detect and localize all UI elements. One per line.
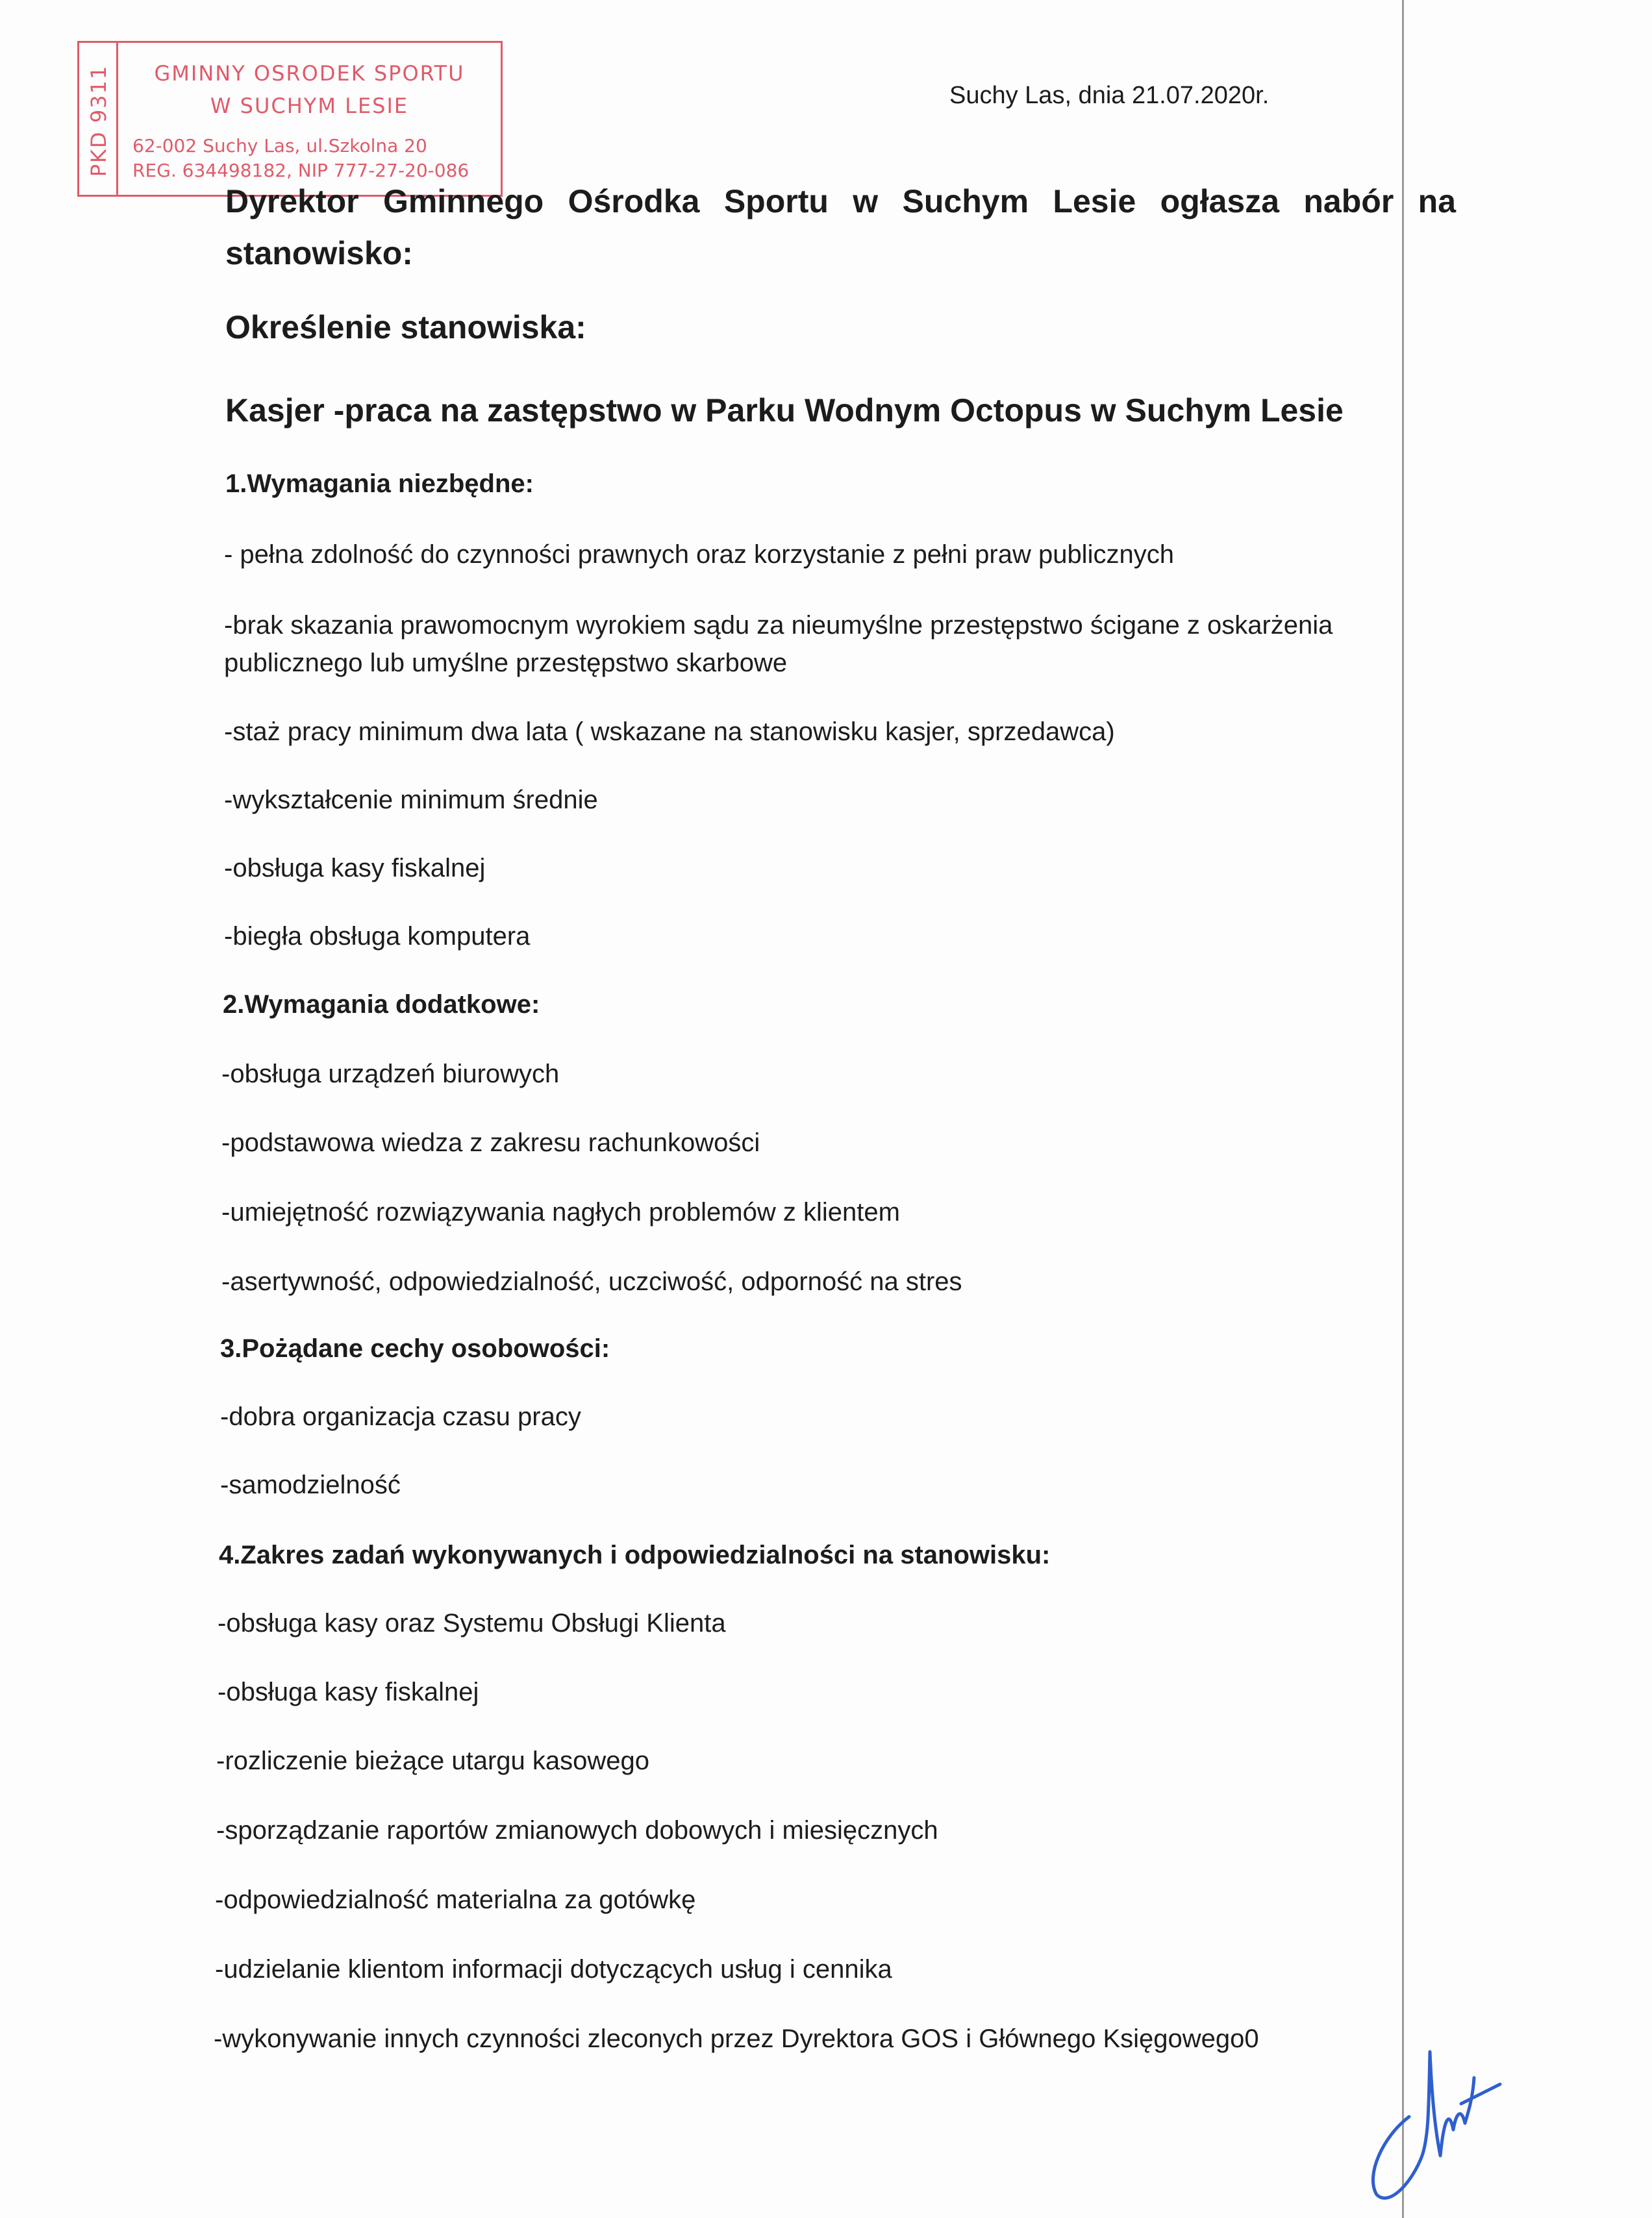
list-item: -brak skazania prawomocnym wyrokiem sądu za nieumyślne przestępstwo ścigane z oskarżenia publicznego lub umyślne przestępstwo skarbowe	[224, 611, 1333, 677]
list-item: -obsługa kasy oraz Systemu Obsługi Klienta	[218, 1609, 726, 1638]
stamp-registration: REG. 634498182, NIP 777-27-20-086	[132, 160, 469, 181]
list-item: -odpowiedzialność materialna za gotówkę	[215, 1886, 696, 1914]
list-item: -dobra organizacja czasu pracy	[220, 1402, 581, 1431]
list-item: -obsługa urządzeń biurowych	[221, 1060, 560, 1088]
list-item: -wykonywanie innych czynności zleconych przez Dyrektora GOS i Głównego Księgowego0	[214, 2025, 1259, 2053]
list-item: -biegła obsługa komputera	[224, 922, 531, 951]
list-item: -obsługa kasy fiskalnej	[224, 854, 486, 882]
list-item: -staż pracy minimum dwa lata ( wskazane na stanowisku kasjer, sprzedawca)	[224, 717, 1115, 746]
list-item: -asertywność, odpowiedzialność, uczciwość, odporność na stres	[221, 1267, 962, 1296]
list-item: -rozliczenie bieżące utargu kasowego	[216, 1747, 650, 1775]
document-title: Dyrektor Gminnego Ośrodka Sportu w Suchym Lesie ogłasza nabór na stanowisko:	[225, 183, 1456, 271]
list-item: - pełna zdolność do czynności prawnych oraz korzystanie z pełni praw publicznych	[224, 540, 1174, 569]
list-item: -umiejętność rozwiązywania nagłych problemów z klientem	[221, 1198, 900, 1227]
handwritten-signature	[1364, 2026, 1520, 2208]
stamp-institution-location: W SUCHYM LESIE	[210, 93, 409, 118]
institution-stamp	[77, 41, 503, 197]
section-heading: 2.Wymagania dodatkowe:	[223, 990, 540, 1019]
section-heading: 3.Pożądane cechy osobowości:	[220, 1334, 610, 1363]
list-item: -wykształcenie minimum średnie	[224, 786, 598, 814]
date-line: Suchy Las, dnia 21.07.2020r.	[949, 82, 1270, 109]
stamp-address: 62-002 Suchy Las, ul.Szkolna 20	[132, 135, 427, 156]
list-item: -udzielanie klientom informacji dotyczących usług i cennika	[215, 1955, 892, 1984]
stamp-pkd-code: PKD 9311	[86, 64, 111, 177]
stamp-side-panel	[79, 43, 118, 195]
list-item: -obsługa kasy fiskalnej	[218, 1678, 479, 1706]
stamp-institution-name: GMINNY OSRODEK SPORTU	[154, 61, 465, 86]
list-item: -sporządzanie raportów zmianowych dobowych i miesięcznych	[216, 1816, 938, 1845]
list-item: -samodzielność	[220, 1471, 401, 1499]
section-heading: 1.Wymagania niezbędne:	[225, 469, 534, 498]
section-heading: 4.Zakres zadań wykonywanych i odpowiedzialności na stanowisku:	[219, 1541, 1051, 1569]
list-item: -podstawowa wiedza z zakresu rachunkowości	[221, 1128, 760, 1157]
position-name: Kasjer -praca na zastępstwo w Parku Wodnym Octopus w Suchym Lesie	[225, 392, 1344, 429]
position-heading: Określenie stanowiska:	[225, 309, 586, 345]
margin-line	[1402, 0, 1404, 2218]
